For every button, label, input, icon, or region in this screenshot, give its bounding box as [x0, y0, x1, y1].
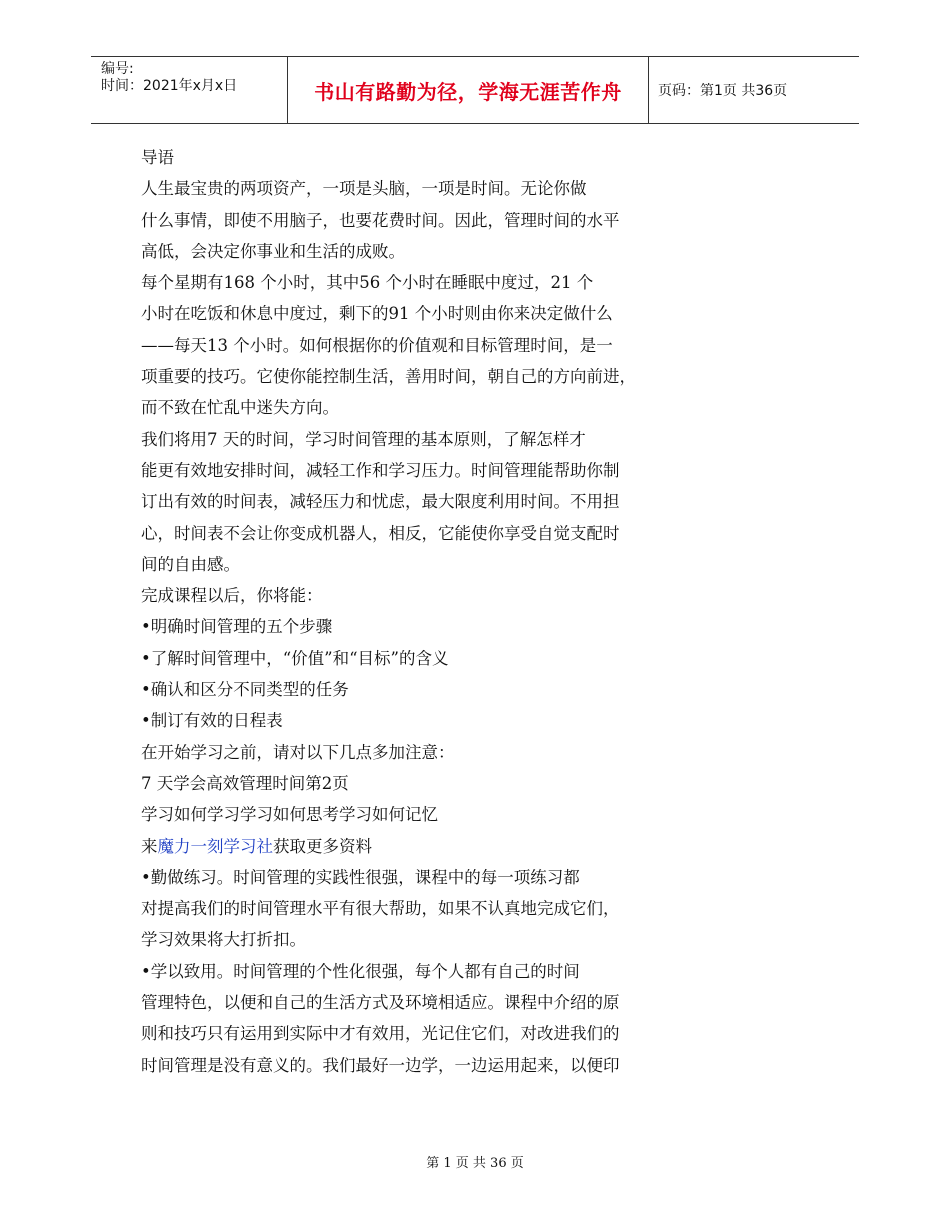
- text-line: 心，时间表不会让你变成机器人，相反，它能使你享受自觉支配时: [141, 523, 620, 543]
- promo-prefix: 来: [141, 836, 158, 856]
- text-line: 每个星期有168 个小时，其中56 个小时在睡眠中度过，21 个: [141, 273, 594, 293]
- text-line: 完成课程以后，你将能：: [141, 586, 323, 606]
- page-footer: 第 1 页 共 36 页: [426, 1156, 524, 1171]
- text-line: 导语: [141, 148, 174, 167]
- text-line: 能更有效地安排时间，减轻工作和学习压力。时间管理能帮助你制: [141, 460, 620, 480]
- text-line: 高低，会决定你事业和生活的成败。: [141, 241, 405, 261]
- header-page-info: 页码：第1页 共36页: [658, 83, 788, 99]
- text-line: 项重要的技巧。它使你能控制生活，善用时间，朝自己的方向前进，: [141, 367, 636, 387]
- promo-line: [141, 831, 701, 862]
- text-line: •学以致用。时间管理的个性化很强，每个人都有自己的时间: [141, 961, 580, 981]
- text-line: 间的自由感。: [141, 554, 240, 574]
- text-line: 学习效果将大打折扣。: [141, 930, 306, 950]
- text-line: 人生最宝贵的两项资产，一项是头脑，一项是时间。无论你做: [141, 179, 587, 199]
- promo-suffix: 获取更多资料: [273, 836, 372, 856]
- text-line: •明确时间管理的五个步骤: [141, 617, 333, 637]
- text-line: •勤做练习。时间管理的实践性很强，课程中的每一项练习都: [141, 867, 580, 887]
- text-line: •了解时间管理中，“价值”和“目标”的含义: [141, 648, 449, 668]
- header-divider: [648, 57, 649, 123]
- text-line: 则和技巧只有运用到实际中才有效用，光记住它们，对改进我们的: [141, 1024, 620, 1044]
- text-line: 我们将用7 天的时间，学习时间管理的基本原则，了解怎样才: [141, 429, 586, 449]
- document-header: [91, 56, 859, 124]
- text-line: ——每天13 个小时。如何根据你的价值观和目标管理时间，是一: [141, 335, 613, 355]
- text-line: 学习如何学习学习如何思考学习如何记忆: [141, 805, 438, 825]
- text-line: •制订有效的日程表: [141, 711, 283, 731]
- number-label: 编号:: [101, 61, 134, 77]
- text-line: 7 天学会高效管理时间第2页: [141, 773, 349, 793]
- time-label: 时间：2021年x月x日: [101, 78, 238, 94]
- text-line: 对提高我们的时间管理水平有很大帮助，如果不认真地完成它们，: [141, 899, 620, 919]
- text-line: 什么事情，即使不用脑子，也要花费时间。因此，管理时间的水平: [141, 210, 620, 230]
- text-line: 订出有效的时间表，减轻压力和忧虑，最大限度利用时间。不用担: [141, 492, 620, 512]
- text-line: 管理特色，以便和自己的生活方式及环境相适应。课程中介绍的原: [141, 993, 620, 1013]
- document-body: [141, 142, 701, 1081]
- text-line: 时间管理是没有意义的。我们最好一边学，一边运用起来，以便印: [141, 1055, 620, 1075]
- text-line: 而不致在忙乱中迷失方向。: [141, 398, 339, 418]
- body-lines: [141, 142, 701, 831]
- text-line: 在开始学习之前，请对以下几点多加注意：: [141, 742, 455, 762]
- text-line: •确认和区分不同类型的任务: [141, 680, 349, 700]
- header-motto: 书山有路勤为径，学海无涯苦作舟: [314, 79, 622, 104]
- header-meta: [101, 61, 237, 95]
- text-line: 小时在吃饭和休息中度过，剩下的91 个小时则由你来决定做什么: [141, 304, 613, 324]
- body-lines-after: [141, 862, 701, 1081]
- promo-link[interactable]: 魔力一刻学习社: [157, 836, 273, 856]
